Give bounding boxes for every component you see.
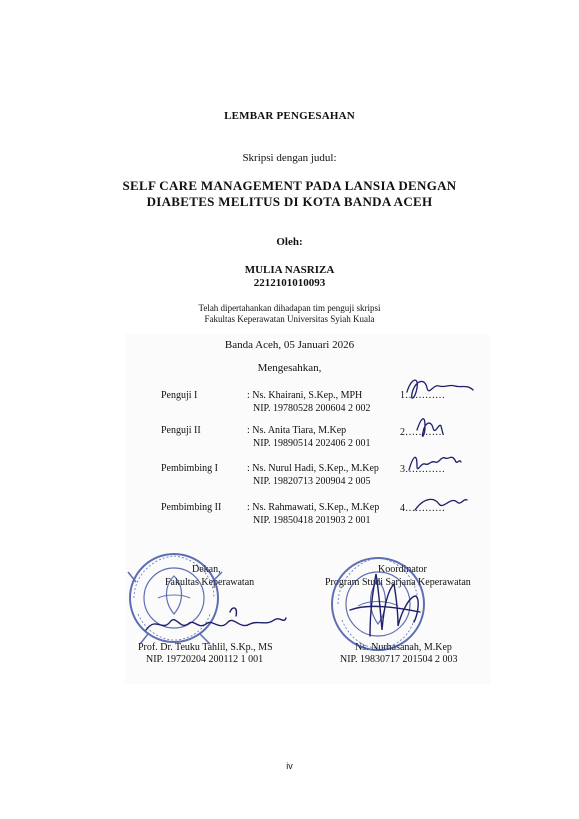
author-name: MULIA NASRIZA [244,264,335,276]
dean-faculty: Fakultas Keperawatan [165,577,255,588]
thesis-subtitle: Skripsi dengan judul: [242,152,337,164]
signature-line: 3………… [400,464,445,475]
signatory-nip: NIP. 19780528 200604 2 002 [253,403,371,414]
signatory-role: Pembimbing II [161,502,222,513]
signatory-role: Penguji I [161,390,198,401]
signatory-nip: NIP. 19820713 200904 2 005 [253,476,371,487]
signature-penguji-2 [417,419,443,437]
signature-pembimbing-2 [415,499,467,510]
signature-line: 1………… [400,390,445,401]
coordinator-name: Ns. Nurhasanah, M.Kep [355,642,452,653]
author-id: 2212101010093 [253,277,326,289]
signatory-name: : Ns. Anita Tiara, M.Kep [247,425,347,436]
thesis-title [0,178,579,210]
dean-nip: NIP. 19720204 200112 1 001 [146,654,264,665]
signature-penguji-1 [407,380,473,398]
coordinator-program: Program Studi Sarjana Keperawatan [325,577,471,588]
signature-pembimbing-1 [409,457,461,470]
dean-name: Prof. Dr. Teuku Tahlil, S.Kp., MS [138,642,273,653]
defense-line-1: Telah dipertahankan dihadapan tim penguji skripsi [198,303,381,313]
signature-marks [395,370,490,530]
defense-line-2: Fakultas Keperawatan Universitas Syiah Kuala [204,314,375,324]
thesis-title-line-2: DIABETES MELITUS DI KOTA BANDA ACEH [146,194,433,209]
page-number: iv [286,761,293,771]
page-title: LEMBAR PENGESAHAN [224,110,355,122]
by-label: Oleh: [276,236,303,248]
city-date: Banda Aceh, 05 Januari 2026 [224,339,355,351]
signatory-name: : Ns. Nurul Hadi, S.Kep., M.Kep [247,463,379,474]
defense-statement [0,303,579,325]
coordinator-signature [330,566,440,644]
dean-signature [140,596,290,644]
author-block [0,264,579,290]
signatory-nip: NIP. 19890514 202406 2 001 [253,438,371,449]
signatory-name: : Ns. Rahmawati, S.Kep., M.Kep [247,502,380,513]
signature-line: 4………… [400,503,445,514]
signature-line: 2………… [400,427,445,438]
signatory-nip: NIP. 19850418 201903 2 001 [253,515,371,526]
thesis-title-line-1: SELF CARE MANAGEMENT PADA LANSIA DENGAN [122,178,457,193]
signatory-name: : Ns. Khairani, S.Kep., MPH [247,390,363,401]
coordinator-title: Koordinator [378,564,427,575]
signatory-role: Penguji II [161,425,201,436]
coordinator-nip: NIP. 19830717 201504 2 003 [340,654,458,665]
approval-label: Mengesahkan, [257,362,322,374]
signatory-role: Pembimbing I [161,463,218,474]
dean-title: Dekan, [192,564,221,575]
